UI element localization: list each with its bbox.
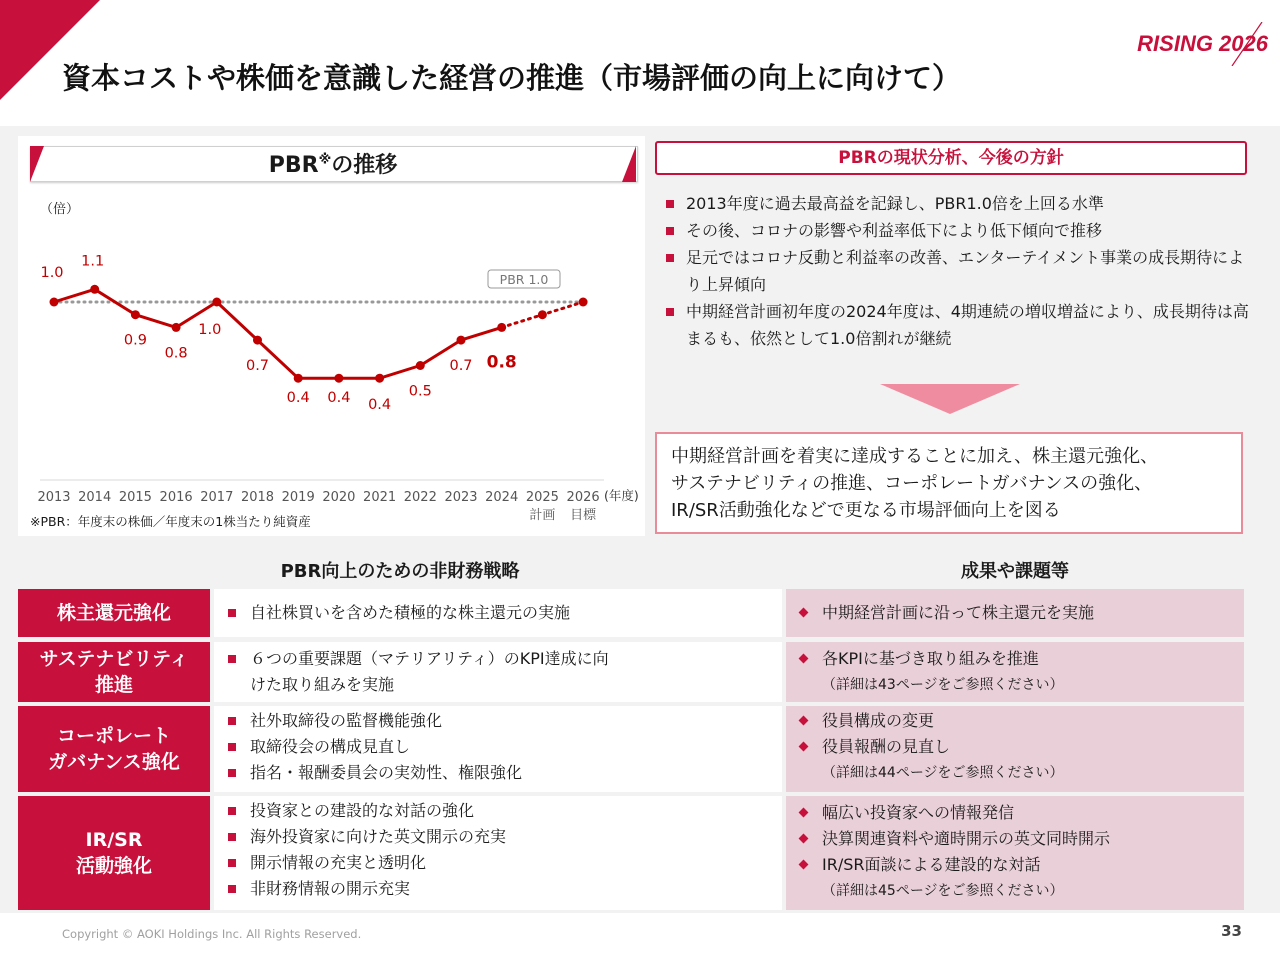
list-item: 決算関連資料や適時開示の英文同時開示 (798, 826, 1234, 852)
chart-unit-label: （倍） (40, 202, 80, 217)
x-tick-label: 2022 (403, 490, 437, 505)
x-tick-label: 2017 (200, 490, 234, 505)
bullet-square-icon (228, 769, 236, 777)
bullet-square-icon (228, 609, 236, 617)
data-label: 0.7 (245, 358, 270, 375)
data-label: 0.8 (164, 345, 188, 362)
strategy-column-header: PBR向上のための非財務戦略 (280, 561, 520, 582)
bullet-diamond-icon (799, 654, 809, 664)
x-tick-sublabel: 計画 (529, 508, 556, 523)
page-title: 資本コストや株価を意識した経営の推進（市場評価の向上に向けて） (62, 61, 962, 95)
analysis-bullet: 2013年度に過去最高益を記録し、PBR1.0倍を上回る水準 (662, 190, 1252, 217)
bullet-square-icon (228, 885, 236, 893)
logo: RISING 2026 (1137, 31, 1268, 56)
list-item: 幅広い投資家への情報発信 (798, 800, 1234, 826)
data-point (294, 374, 303, 383)
data-point (538, 310, 547, 319)
analysis-heading: PBRの現状分析、今後の方針 (655, 141, 1247, 175)
list-item: 海外投資家に向けた英文開示の充実 (226, 824, 772, 850)
chart-title: PBR※の推移 (268, 152, 398, 178)
page-reference-note: （詳細は45ページをご参照ください） (822, 883, 1064, 899)
analysis-bullets (662, 190, 1252, 352)
reference-label: PBR 1.0 (499, 272, 549, 287)
data-label: 0.9 (123, 332, 147, 349)
list-item: 社外取締役の監督機能強化 (226, 708, 772, 734)
data-point (212, 298, 221, 307)
data-label: 1.0 (40, 265, 64, 281)
bullet-diamond-icon (799, 808, 809, 818)
analysis-bullet: その後、コロナの影響や利益率低下により低下傾向で推移 (662, 217, 1252, 244)
x-axis-unit: (年度) (604, 488, 639, 503)
list-item: 各KPIに基づき取り組みを推進 (798, 646, 1234, 672)
data-point (172, 323, 181, 332)
bullet-diamond-icon (799, 834, 809, 844)
data-label: 1.1 (81, 253, 105, 270)
results-column-header: 成果や課題等 (961, 561, 1069, 582)
x-tick-label: 2018 (240, 490, 275, 505)
x-tick-label: 2019 (281, 490, 315, 505)
page-reference-note: （詳細は43ページをご参照ください） (822, 677, 1064, 693)
data-point (90, 285, 99, 294)
list-item: 役員構成の変更 (798, 708, 1234, 734)
bullet-square-icon (228, 833, 236, 841)
list-item: 投資家との建設的な対話の強化 (226, 798, 772, 824)
x-tick-label: 2021 (363, 490, 397, 505)
list-item: 中期経営計画に沿って株主還元を実施 (798, 600, 1234, 626)
bullet-diamond-icon (799, 742, 809, 752)
copyright: Copyright © AOKI Holdings Inc. All Rights Reserved. (62, 927, 362, 941)
result-cell (786, 706, 1244, 792)
chart-footnote: ※PBR：年度末の株価／年度末の1株当たり純資産 (30, 514, 311, 529)
x-tick-label: 2025 (525, 490, 559, 505)
x-tick-label: 2023 (444, 490, 478, 505)
x-tick-sublabel: 目標 (570, 508, 597, 523)
page-number: 33 (1221, 922, 1242, 940)
list-item: ６つの重要課題（マテリアリティ）のKPI達成に向けた取り組みを実施 (226, 646, 622, 698)
data-point (457, 336, 466, 345)
bullet-square-icon (228, 743, 236, 751)
x-tick-label: 2020 (322, 490, 356, 505)
data-label: 0.7 (449, 358, 473, 375)
result-cell (786, 642, 1244, 702)
data-label: 0.8 (486, 352, 517, 373)
bullet-diamond-icon (799, 860, 809, 870)
bullet-square-icon (228, 717, 236, 725)
data-point (50, 298, 59, 307)
data-point (416, 361, 425, 370)
analysis-bullet: 中期経営計画初年度の2024年度は、4期連続の増収増益により、成長期待は高まるも、依然として1.0倍割れが継続 (662, 298, 1252, 352)
row-label-governance: コーポレート ガバナンス強化 (18, 706, 210, 792)
data-point (375, 374, 384, 383)
list-item: 役員報酬の見直し (798, 734, 1234, 760)
list-item: 非財務情報の開示充実 (226, 876, 772, 902)
bullet-square-icon (666, 308, 674, 316)
pbr-line-chart (18, 136, 645, 536)
bullet-square-icon (666, 254, 674, 262)
conclusion-line: サステナビリティの推進、コーポレートガバナンスの強化、 (671, 473, 1153, 494)
conclusion-line: 中期経営計画を着実に達成することに加え、株主還元強化、 (671, 446, 1159, 467)
data-label: 0.4 (286, 390, 310, 407)
bullet-square-icon (228, 655, 236, 663)
list-item: 指名・報酬委員会の実効性、権限強化 (226, 760, 772, 786)
bullet-square-icon (228, 859, 236, 867)
page-reference-note: （詳細は44ページをご参照ください） (822, 765, 1064, 781)
row-label-ir-sr: IR/SR 活動強化 (18, 796, 210, 910)
down-arrow-icon (880, 384, 1020, 414)
conclusion-line: IR/SR活動強化などで更なる市場評価向上を図る (671, 500, 1061, 521)
list-item: 自社株買いを含めた積極的な株主還元の実施 (226, 600, 772, 626)
list-item: 取締役会の構成見直し (226, 734, 772, 760)
bullet-square-icon (666, 200, 674, 208)
data-point (131, 310, 140, 319)
row-label-sustainability: サステナビリティ 推進 (18, 642, 210, 702)
bullet-diamond-icon (799, 716, 809, 726)
data-point (579, 298, 588, 307)
data-label: 0.5 (408, 383, 432, 400)
result-cell (786, 796, 1244, 910)
row-label-shareholder-returns: 株主還元強化 (18, 589, 210, 637)
data-label: 0.4 (327, 390, 351, 407)
strategy-cell (214, 589, 782, 637)
x-tick-label: 2015 (118, 490, 152, 505)
x-tick-label: 2014 (78, 490, 112, 505)
data-label: 0.4 (368, 397, 392, 414)
strategy-cell (214, 642, 782, 702)
x-tick-label: 2024 (485, 490, 519, 505)
analysis-bullet: 足元ではコロナ反動と利益率の改善、エンターテイメント事業の成長期待により上昇傾向 (662, 244, 1252, 298)
bullet-square-icon (228, 807, 236, 815)
strategy-cell (214, 706, 782, 792)
bullet-diamond-icon (799, 608, 809, 618)
x-tick-label: 2026 (566, 490, 600, 505)
data-point (253, 336, 262, 345)
list-item: 開示情報の充実と透明化 (226, 850, 772, 876)
result-cell (786, 589, 1244, 637)
strategy-cell (214, 796, 782, 910)
x-tick-label: 2013 (37, 490, 71, 505)
bullet-square-icon (666, 227, 674, 235)
list-item: IR/SR面談による建設的な対話 (798, 852, 1234, 878)
x-tick-label: 2016 (159, 490, 193, 505)
conclusion-box (655, 432, 1243, 534)
data-label: 1.0 (198, 322, 222, 338)
data-point (334, 374, 343, 383)
